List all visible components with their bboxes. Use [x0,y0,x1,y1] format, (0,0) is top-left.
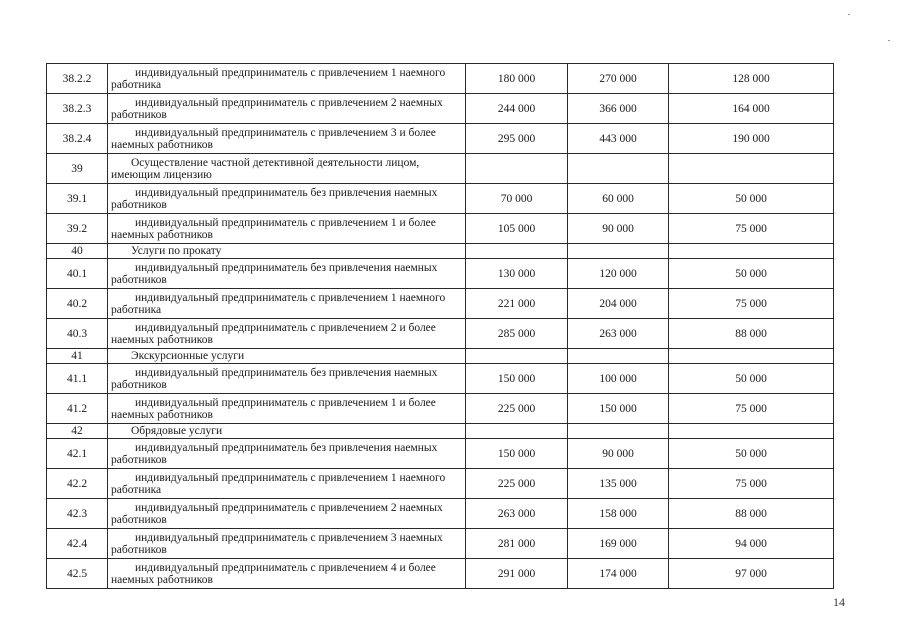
value-cell-1: 221 000 [466,289,568,319]
value-cell-2: 150 000 [568,394,669,424]
value-cell-2: 60 000 [568,184,669,214]
row-description-cell [108,529,466,559]
value-cell-3: 50 000 [669,439,834,469]
row-description-cell [108,499,466,529]
value-cell-3: 190 000 [669,124,834,154]
table-row [47,184,834,214]
value-cell-2 [568,154,669,184]
table-row [47,529,834,559]
table-row [47,289,834,319]
value-cell-2 [568,244,669,259]
row-description: индивидуальный предприниматель без привлечения наемных работников [111,186,438,211]
row-description-cell [108,64,466,94]
row-number: 40 [47,244,108,259]
value-cell-1: 150 000 [466,364,568,394]
value-cell-1: 70 000 [466,184,568,214]
value-cell-1 [466,349,568,364]
row-description: Экскурсионные услуги [131,350,245,362]
value-cell-2: 169 000 [568,529,669,559]
value-cell-1: 291 000 [466,559,568,589]
row-description-cell [108,439,466,469]
row-description-cell [108,289,466,319]
row-description-cell [108,394,466,424]
scan-speck [888,40,890,41]
table-row [47,364,834,394]
row-description: индивидуальный предприниматель без привлечения наемных работников [111,261,438,286]
table-row [47,244,834,259]
row-number: 38.2.2 [47,64,108,94]
row-number: 41 [47,349,108,364]
row-description-cell [108,469,466,499]
value-cell-1: 225 000 [466,469,568,499]
value-cell-3: 128 000 [669,64,834,94]
value-cell-2: 90 000 [568,439,669,469]
value-cell-1 [466,244,568,259]
value-cell-2: 263 000 [568,319,669,349]
row-description-cell [108,424,466,439]
row-description-cell [108,559,466,589]
row-description-cell [108,94,466,124]
value-cell-1: 150 000 [466,439,568,469]
table-row [47,64,834,94]
value-cell-2: 158 000 [568,499,669,529]
value-cell-1: 263 000 [466,499,568,529]
value-cell-2: 366 000 [568,94,669,124]
value-cell-3 [669,424,834,439]
row-number: 38.2.4 [47,124,108,154]
table-row [47,319,834,349]
table-row [47,124,834,154]
row-number: 39 [47,154,108,184]
row-description: индивидуальный предприниматель с привлечением 1 и более наемных работников [111,216,436,241]
row-description-cell [108,364,466,394]
value-cell-1: 295 000 [466,124,568,154]
row-description-cell [108,124,466,154]
row-description-cell [108,214,466,244]
value-cell-3: 88 000 [669,499,834,529]
value-cell-3: 75 000 [669,214,834,244]
value-cell-1 [466,154,568,184]
value-cell-1: 180 000 [466,64,568,94]
value-cell-2 [568,424,669,439]
row-number: 40.1 [47,259,108,289]
row-number: 39.1 [47,184,108,214]
row-number: 42.5 [47,559,108,589]
row-description: индивидуальный предприниматель с привлечением 3 наемных работников [111,531,443,556]
value-cell-3: 94 000 [669,529,834,559]
page-number: 14 [833,595,845,609]
row-description: индивидуальный предприниматель с привлечением 1 и более наемных работников [111,396,436,421]
row-number: 38.2.3 [47,94,108,124]
row-description: индивидуальный предприниматель с привлечением 2 наемных работников [111,501,443,526]
tariff-table [46,63,834,589]
row-number: 40.3 [47,319,108,349]
value-cell-1: 130 000 [466,259,568,289]
value-cell-3: 50 000 [669,364,834,394]
table-row [47,394,834,424]
row-description: Услуги по прокату [131,245,222,257]
value-cell-2 [568,349,669,364]
value-cell-3: 75 000 [669,469,834,499]
scan-speck [848,14,850,15]
row-description-cell [108,184,466,214]
table-row [47,499,834,529]
row-number: 41.1 [47,364,108,394]
row-number: 42.4 [47,529,108,559]
value-cell-3 [669,349,834,364]
row-description: Обрядовые услуги [131,425,223,437]
value-cell-2: 135 000 [568,469,669,499]
row-description: индивидуальный предприниматель без привлечения наемных работников [111,366,438,391]
value-cell-3: 75 000 [669,394,834,424]
value-cell-3: 50 000 [669,184,834,214]
table-row [47,469,834,499]
row-number: 41.2 [47,394,108,424]
row-number: 42.2 [47,469,108,499]
table-row [47,559,834,589]
table-row [47,154,834,184]
row-description-cell [108,154,466,184]
row-description: индивидуальный предприниматель с привлечением 1 наемного работника [111,66,446,91]
table-row [47,214,834,244]
table-row [47,349,834,364]
row-number: 42.3 [47,499,108,529]
value-cell-1: 281 000 [466,529,568,559]
value-cell-3: 50 000 [669,259,834,289]
table-body [47,64,834,589]
row-description-cell [108,244,466,259]
row-description: индивидуальный предприниматель с привлечением 4 и более наемных работников [111,561,436,586]
table-row [47,424,834,439]
row-description: Осуществление частной детективной деятельности лицом, имеющим лицензию [111,156,420,181]
value-cell-2: 120 000 [568,259,669,289]
value-cell-1: 225 000 [466,394,568,424]
row-description: индивидуальный предприниматель с привлечением 1 наемного работника [111,291,446,316]
value-cell-3: 75 000 [669,289,834,319]
value-cell-3: 164 000 [669,94,834,124]
row-number: 39.2 [47,214,108,244]
value-cell-3: 97 000 [669,559,834,589]
table-row [47,439,834,469]
row-description-cell [108,349,466,364]
row-number: 42.1 [47,439,108,469]
value-cell-1 [466,424,568,439]
value-cell-2: 270 000 [568,64,669,94]
row-description-cell [108,259,466,289]
row-number: 40.2 [47,289,108,319]
row-number: 42 [47,424,108,439]
value-cell-3 [669,244,834,259]
row-description-cell [108,319,466,349]
value-cell-2: 174 000 [568,559,669,589]
value-cell-2: 443 000 [568,124,669,154]
table-row [47,94,834,124]
value-cell-1: 285 000 [466,319,568,349]
value-cell-3 [669,154,834,184]
value-cell-1: 105 000 [466,214,568,244]
value-cell-3: 88 000 [669,319,834,349]
value-cell-1: 244 000 [466,94,568,124]
value-cell-2: 90 000 [568,214,669,244]
value-cell-2: 100 000 [568,364,669,394]
table-row [47,259,834,289]
row-description: индивидуальный предприниматель с привлечением 2 наемных работников [111,96,443,121]
row-description: индивидуальный предприниматель без привлечения наемных работников [111,441,438,466]
row-description: индивидуальный предприниматель с привлечением 1 наемного работника [111,471,446,496]
row-description: индивидуальный предприниматель с привлечением 2 и более наемных работников [111,321,436,346]
row-description: индивидуальный предприниматель с привлечением 3 и более наемных работников [111,126,436,151]
value-cell-2: 204 000 [568,289,669,319]
